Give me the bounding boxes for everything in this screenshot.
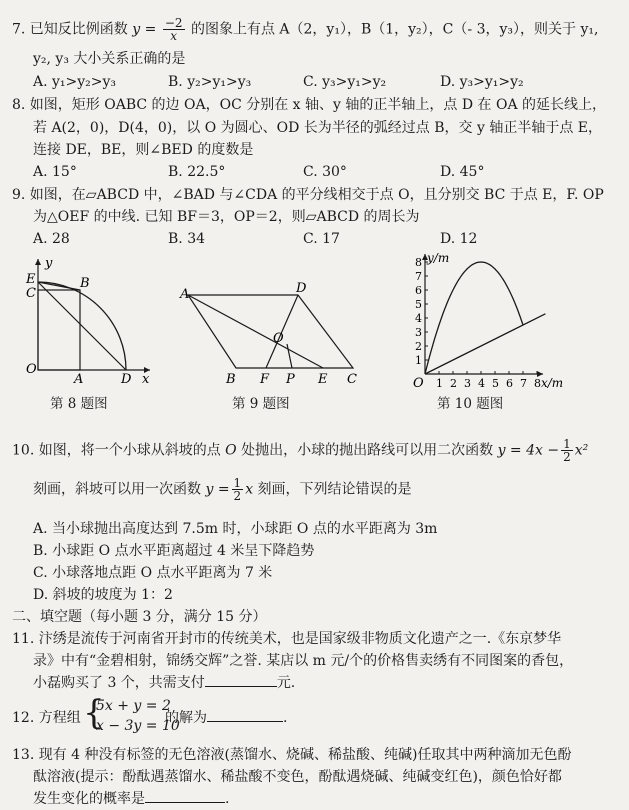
q12-eq2: x − 3y = 10 (96, 718, 180, 734)
fig9-caption: 第 9 题图 (232, 396, 290, 412)
fig10-y-tick-label: 8 (415, 256, 422, 269)
fig10-y-tick-label: 6 (415, 284, 422, 297)
q13-line3: 发生变化的概率是 . (33, 791, 230, 807)
q12-brace: { (83, 693, 105, 733)
q9-line2: 为△OEF 的中线. 已知 BF＝3，OP＝2，则▱ABCD 的周长为 (33, 209, 420, 225)
q10-option-b: B. 小球距 O 点水平距离超过 4 米呈下降趋势 (33, 543, 315, 559)
q9-line1: 9. 如图，在▱ABCD 中，∠BAD 与∠CDA 的平分线相交于点 O，且分别交 BC 于点 E，F. OP (12, 187, 604, 203)
fig10-x-tick-label: 3 (464, 377, 471, 390)
fig10-x-tick-label: 7 (520, 377, 527, 390)
q7-line2: y₂, y₃ 大小关系正确的是 (33, 51, 186, 67)
q9-option-a: A. 28 (33, 231, 70, 247)
fig8-label-a: A (74, 372, 84, 385)
fig9-label-d: D (296, 281, 307, 296)
q11-line2: 录》中有“金碧相射，锦绣交辉”之誉. 某店以 m 元/个的价格售卖绣有不同图案的香包， (33, 653, 574, 669)
fig8-label-e: E (26, 272, 36, 287)
fig10-x-tick-label: 6 (506, 377, 513, 390)
q8-option-b: B. 22.5° (168, 164, 226, 180)
fig10-x-tick-label: 4 (478, 377, 485, 390)
fig8-label-c: C (26, 286, 36, 301)
q12-suffix: 的解为 . (165, 710, 288, 726)
fig10-x-label: x/m (541, 376, 564, 390)
q8-line3: 连接 DE，BE，则∠BED 的度数是 (33, 142, 254, 158)
q8-option-d: D. 45° (440, 164, 485, 180)
q7-line1: 7. 已知反比例函数 y = $\frac{-2}{x}$ 的图象上有点 A（2，y₁），B（1，y₂），C（- 3，y₃），则关于 y₁, (12, 16, 599, 43)
q12-answer-blank[interactable] (207, 721, 283, 722)
q11-line1: 11. 汴绣是流传于河南省开封市的传统美术，也是国家级非物质文化遗产之一.《东京梦华 (12, 631, 562, 647)
fig8-label-d: D (121, 372, 132, 385)
fig10-x-tick-label: 5 (492, 377, 499, 390)
fig9-label-b: B (226, 372, 236, 387)
fig10-parabola (425, 262, 523, 374)
figure-8 (18, 255, 158, 385)
q9-option-c: C. 17 (303, 231, 340, 247)
q11-line3: 小磊购买了 3 个，共需支付 元. (33, 675, 296, 691)
q9-option-d: D. 12 (440, 231, 478, 247)
figure-10 (405, 250, 620, 390)
fig8-label-b: B (80, 276, 90, 291)
q7-option-c: C. y₃>y₁>y₂ (303, 74, 387, 90)
q10-line2: 刻画，斜坡可以用一次函数 y = $\frac{1}{2}$ x 刻画，下列结论错误的是 (33, 476, 412, 503)
fig9-label-e: E (318, 372, 328, 387)
q10-line1: 10. 如图，将一个小球从斜坡的点 O 处抛出，小球的抛出路线可以用二次函数 y = 4x − $\frac{1}{2}$ x² (12, 437, 589, 464)
fig10-slope-line (425, 314, 545, 374)
q10-option-d: D. 斜坡的坡度为 1：2 (33, 587, 173, 603)
q10-option-a: A. 当小球抛出高度达到 7.5m 时，小球距 O 点的水平距离为 3m (33, 521, 438, 537)
figure-9 (178, 280, 368, 390)
q7-option-b: B. y₂>y₁>y₃ (168, 74, 252, 90)
fig10-origin-label: O (413, 376, 424, 390)
q12-eq1: 5x + y = 2 (96, 698, 171, 714)
q10-option-c: C. 小球落地点距 O 点水平距离为 7 米 (33, 565, 273, 581)
fig10-x-tick-label: 2 (450, 377, 457, 390)
fig10-y-tick-label: 5 (415, 298, 422, 311)
fig10-x-tick-label: 8 (534, 377, 541, 390)
q8-option-c: C. 30° (303, 164, 347, 180)
fig10-y-tick-label: 4 (415, 312, 422, 325)
q7-option-d: D. y₃>y₁>y₂ (440, 74, 524, 90)
fig8-label-y: y (45, 256, 53, 271)
fig10-y-tick-label: 3 (415, 326, 422, 339)
fig10-y-label: y/m (427, 251, 450, 265)
fig8-caption: 第 8 题图 (50, 396, 108, 412)
fig9-label-o: O (273, 331, 284, 346)
fig10-x-tick-label: 1 (436, 377, 443, 390)
fig9-label-a: A (180, 287, 190, 302)
q9-option-b: B. 34 (168, 231, 206, 247)
fig8-label-o: O (26, 362, 37, 377)
fig9-label-c: C (347, 372, 357, 387)
fig10-caption: 第 10 题图 (437, 396, 504, 412)
q12-prefix: 12. 方程组 (12, 710, 81, 726)
q13-line1: 13. 现有 4 种没有标签的无色溶液(蒸馏水、烧碱、稀盐酸、纯碱)任取其中两种滴加无色酚 (12, 747, 572, 763)
q8-line1: 8. 如图，矩形 OABC 的边 OA，OC 分别在 x 轴、y 轴的正半轴上，点 D 在 OA 的延长线上， (12, 97, 607, 113)
q13-answer-blank[interactable] (145, 802, 225, 803)
fig10-y-tick-label: 7 (415, 270, 422, 283)
q11-answer-blank[interactable] (205, 686, 277, 687)
fig10-y-tick-label: 2 (415, 340, 422, 353)
fig10-y-tick-label: 1 (415, 354, 422, 367)
q7-option-a: A. y₁>y₂>y₃ (33, 74, 117, 90)
q13-line2: 酞溶液(提示：酚酞遇蒸馏水、稀盐酸不变色，酚酞遇烧碱、纯碱变红色)，颜色恰好都 (33, 769, 562, 785)
fig8-label-x: x (142, 372, 150, 385)
q8-option-a: A. 15° (33, 164, 77, 180)
section-2-title: 二、填空题（每小题 3 分，满分 15 分） (12, 609, 267, 625)
q8-line2: 若 A(2，0)，D(4，0)，以 O 为圆心、OD 长为半径的弧经过点 B，交 y 轴正半轴于点 E， (33, 120, 603, 136)
fig9-label-f: F (260, 372, 270, 387)
fig9-label-p: P (286, 372, 295, 387)
